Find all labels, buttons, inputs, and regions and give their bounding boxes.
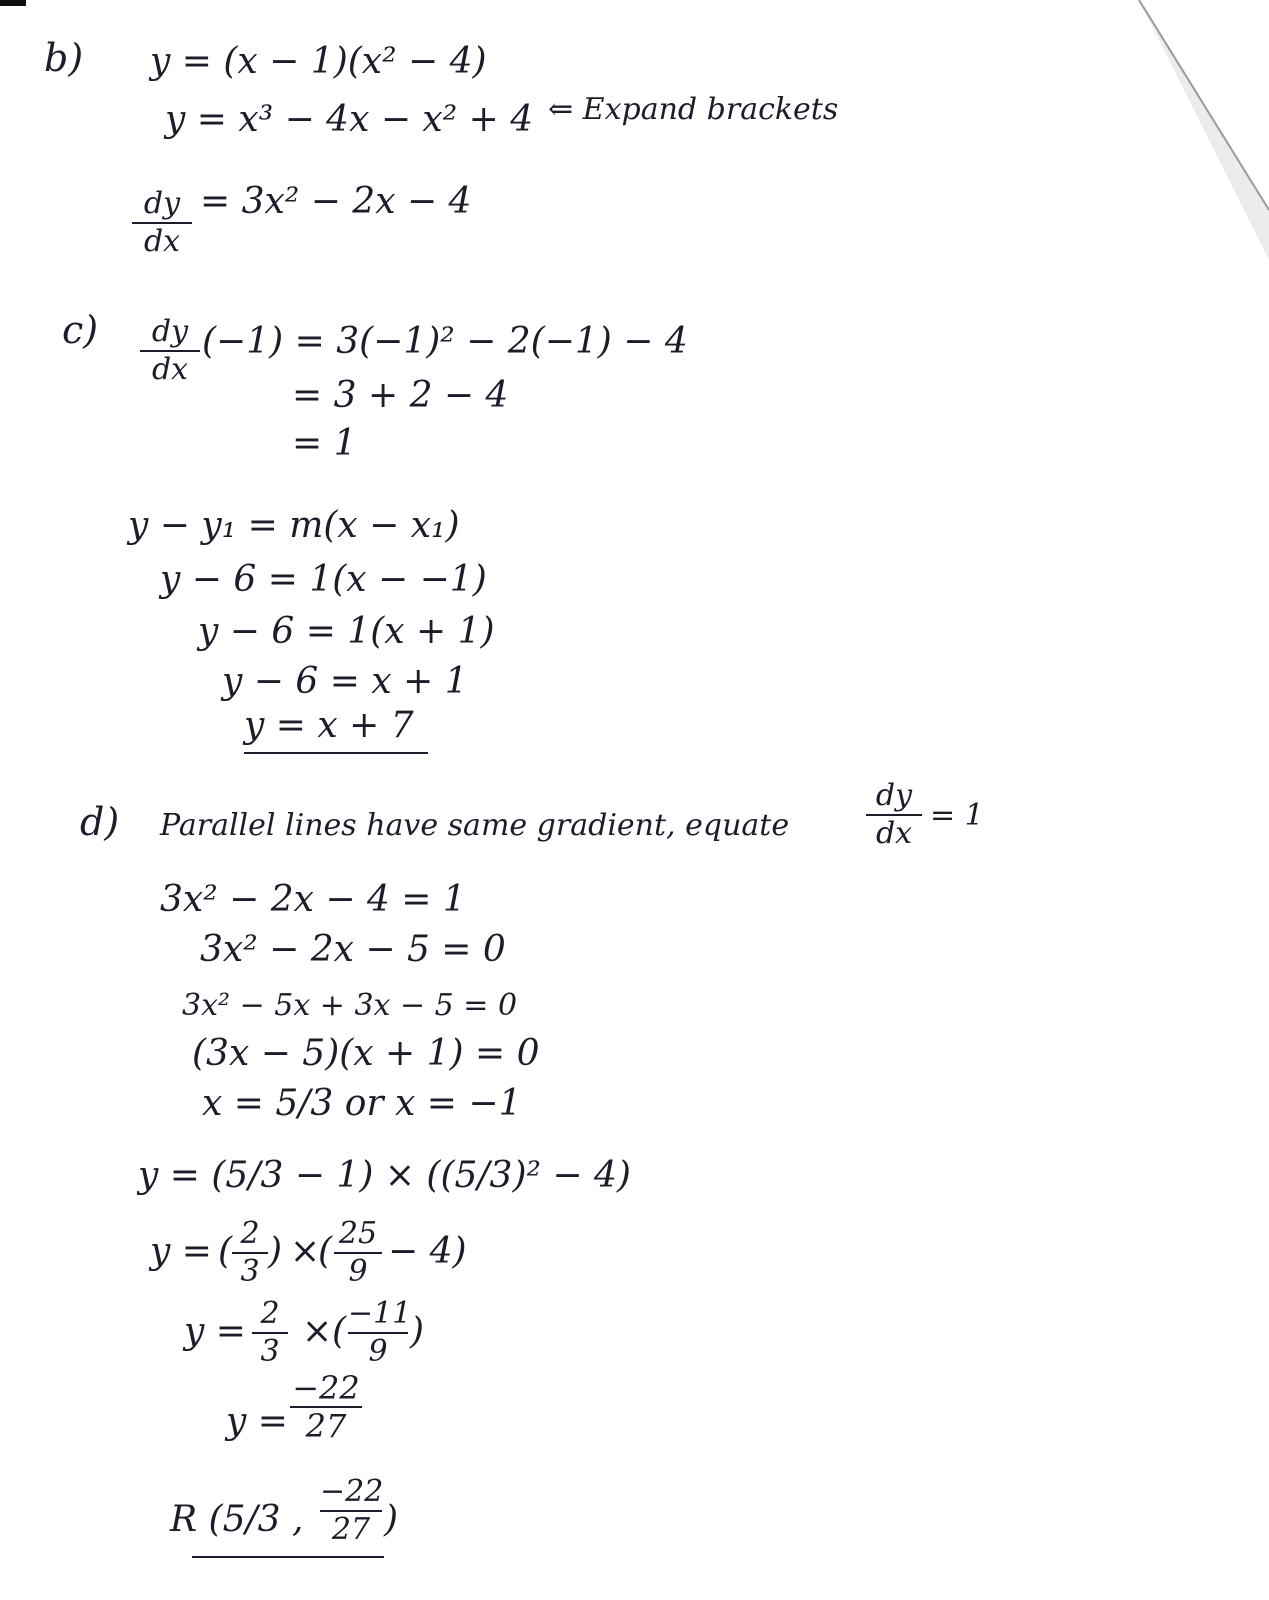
part-c-line-2: = 3 + 2 − 4 (292, 375, 509, 416)
part-d-derivative (866, 780, 922, 850)
derivative-denominator: dx (143, 224, 181, 259)
derivative-denominator: dx (151, 352, 189, 387)
page-fold-shadow (1129, 0, 1269, 260)
part-c-result: y = x + 7 (244, 705, 414, 746)
derivative-numerator: dy (875, 778, 913, 813)
part-d-eq-5: x = 5/3 or x = −1 (202, 1083, 522, 1124)
part-d-eq-6: y = (5/3 − 1) × ((5/3)² − 4) (138, 1155, 631, 1196)
part-d-eq-3: 3x² − 5x + 3x − 5 = 0 (182, 988, 518, 1023)
part-c-eq-3: y − 6 = 1(x + 1) (198, 611, 495, 652)
part-d-final-fraction: −22 27 (320, 1474, 384, 1547)
derivative-numerator: dy (151, 314, 189, 349)
part-c-derivative (140, 316, 200, 386)
part-c-eq-1: y − y₁ = m(x − x₁) (128, 505, 460, 546)
part-d-eq-9-lhs: y = (226, 1401, 288, 1442)
derivative-denominator: dx (875, 816, 913, 851)
part-b-line-1: y = (x − 1)(x² − 4) (150, 41, 487, 82)
part-c-result-underline (244, 752, 428, 754)
scan-corner-mark (0, 0, 26, 6)
part-c-eq-2: y − 6 = 1(x − −1) (160, 559, 487, 600)
part-d-eq-9-fraction: −22 27 (290, 1372, 362, 1442)
part-d-eq-8-fraction-2: −11 9 (348, 1296, 412, 1369)
part-d-eq-2: 3x² − 2x − 5 = 0 (200, 929, 506, 970)
part-d-statement: Parallel lines have same gradient, equate (160, 808, 790, 843)
derivative-numerator: dy (143, 186, 181, 221)
part-d-eq-7-lhs: y = (150, 1231, 212, 1272)
part-b-label: b) (44, 36, 84, 80)
part-b-derivative (132, 188, 192, 258)
part-d-label: d) (80, 800, 120, 844)
part-d-final-close: ) (384, 1499, 399, 1540)
part-d-final-prefix: R (5/3 , (170, 1499, 304, 1540)
part-d-statement-rhs: = 1 (930, 798, 984, 833)
part-d-eq-7-times: × (290, 1231, 321, 1272)
part-d-final-underline (192, 1556, 384, 1558)
part-c-eq-4: y − 6 = x + 1 (222, 661, 468, 702)
part-c-label: c) (62, 308, 99, 352)
part-b-derivative-rhs: = 3x² − 2x − 4 (200, 181, 472, 222)
part-c-line-1: (−1) = 3(−1)² − 2(−1) − 4 (202, 321, 688, 362)
part-d-eq-7-fraction-1: 2 3 (232, 1218, 268, 1288)
part-d-eq-8-fraction-1: 2 3 (252, 1298, 288, 1368)
part-d-eq-7-tail: − 4) (388, 1231, 467, 1272)
part-d-eq-8-lhs: y = (184, 1311, 246, 1352)
part-b-line-2: y = x³ − 4x − x² + 4 (165, 99, 534, 140)
part-d-eq-8-times: × (302, 1311, 333, 1352)
part-c-line-3: = 1 (292, 423, 357, 464)
part-d-eq-7-fraction-2: 25 9 (334, 1218, 382, 1288)
part-b-note: ⇐ Expand brackets (548, 92, 839, 127)
part-d-eq-1: 3x² − 2x − 4 = 1 (160, 879, 466, 920)
part-d-eq-4: (3x − 5)(x + 1) = 0 (192, 1033, 540, 1074)
worksheet-page: b) y = (x − 1)(x² − 4) y = x³ − 4x − x² + 4 ⇐ Expand brackets dy dx = 3x² − 2x − 4 c) dy dx (−1) = 3(−1)² − 2(−1) − 4 = 3 + 2 − 4 = 1 y − y₁ = m(x − x₁) y − 6 = 1(x − −1) y − 6 = 1(x + 1) y − 6 = x + 1 y = x + 7 d) Parallel lines have same gradient, equate dy dx = 1 3x² − 2x − 4 = 1 3x² − 2x − 5 = 0 3x² − 5x + 3x − 5 = 0 (3x − 5)(x + 1) = 0 x = 5/3 or x = −1 y = (5/3 − 1) × ((5/3)² − 4) y = ( 2 3 ) × ( 25 9 − 4) y = 2 3 × ( −11 9 ) y = −22 27 R (5/3 , −22 27 ) (0, 0, 1269, 1600)
